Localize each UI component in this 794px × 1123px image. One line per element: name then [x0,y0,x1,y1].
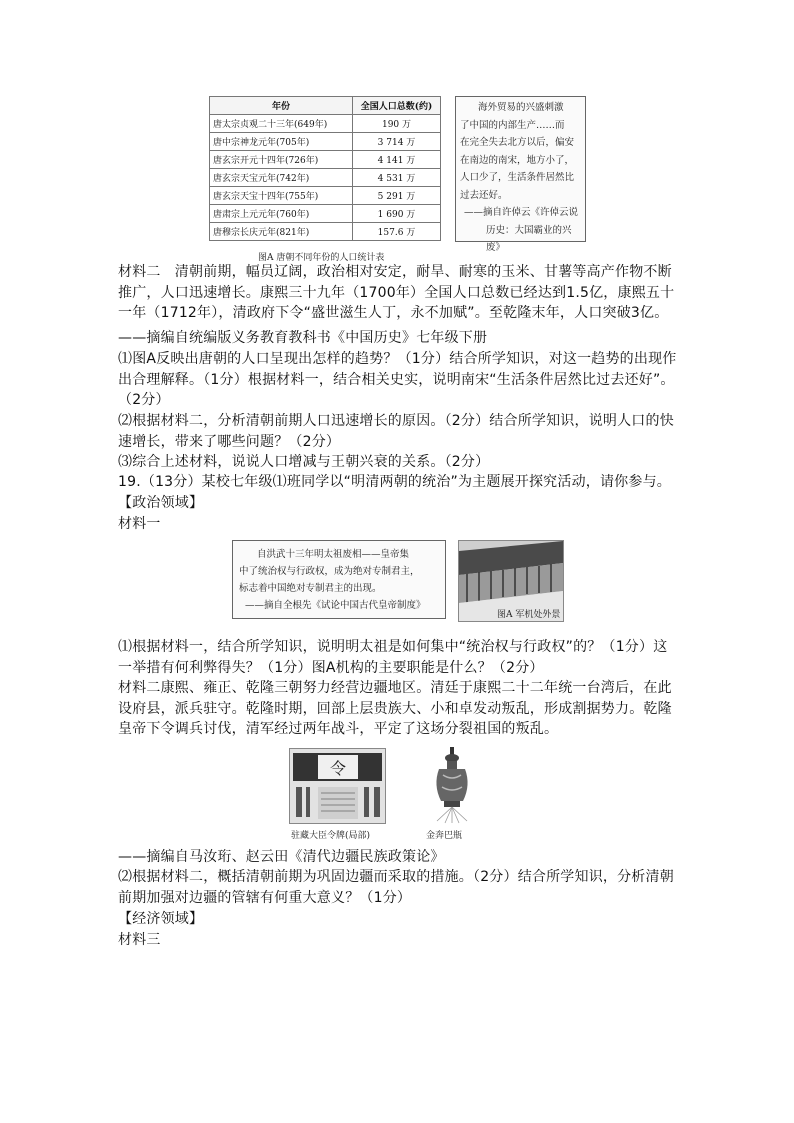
quote-line: 人口少了，生活条件居然比 [460,172,575,183]
table-cell: 1 690 万 [353,205,441,223]
question-18-1: ⑴图A反映出唐朝的人口呈现出怎样的趋势？（1分）结合所学知识，对这一趋势的出现作出合理解释。（1分）根据材料一，结合相关史实，说明南宋“生活条件居然比过去还好”。（2分） [118,351,677,408]
table-row [210,151,441,169]
table-cell: 4 531 万 [353,169,441,187]
grand-council-photo [458,540,564,622]
table-cell: 190 万 [353,115,441,133]
question-19-2: ⑵根据材料二，概括清朝前期为巩固边疆而采取的措施。（2分）结合所学知识，分析清朝前期加强对边疆的管辖有何重大意义？（1分） [118,869,674,906]
token-caption: 驻藏大臣令牌(局部) [291,831,371,841]
table-row [210,133,441,151]
question-18-3: ⑶综合上述材料，说说人口增减与王朝兴衰的关系。（2分） [118,454,490,470]
table-header: 全国人口总数(约) [353,97,441,115]
table-cell: 3 714 万 [353,133,441,151]
table-header: 年份 [210,97,353,115]
table-row [210,205,441,223]
table-row [210,223,441,241]
quote-source: ——摘自全根先《试论中国古代皇帝制度》 [245,600,426,611]
quote-source: 历史：大国霸业的兴废》 [486,224,572,253]
table-cell: 4 141 万 [353,151,441,169]
table-row [210,115,441,133]
q19-material2-text: 材料二康熙、雍正、乾隆三朝努力经营边疆地区。清廷于康熙二十二年统一台湾后，在此设府县，派兵驻守。乾隆时期，回部上层贵族大、小和卓发动叛乱，形成割据势力。乾隆皇帝下令调兵讨伐，清军经过两年战斗，平定了这场分裂祖国的叛乱。 [118,680,672,737]
quote-line: 过去还好。 [460,189,508,201]
section-political: 【政治领域】 [118,495,204,511]
quote-line: 海外贸易的兴盛刺激 [478,102,564,113]
photo-caption: 图A 军机处外景 [495,607,562,620]
golden-urn-drawing [429,745,475,825]
table-cell: 唐穆宗长庆元年(821年) [210,223,353,241]
table-cell: 157.6 万 [353,223,441,241]
urn-caption: 金奔巴瓶 [426,831,463,841]
table-cell: 唐中宗神龙元年(705年) [210,133,353,151]
quote-line: 标志着中国绝对专制君主的出现。 [239,583,382,594]
svg-text:令: 令 [329,759,347,778]
table-row [210,169,441,187]
table-cell: 唐玄宗开元十四年(726年) [210,151,353,169]
material3-label: 材料三 [118,932,161,948]
quote-box-xu-zhuoyun [455,96,586,253]
table-cell: 唐太宗贞观二十三年(649年) [210,115,353,133]
table-header-row [210,97,441,115]
token-drawing [290,749,385,823]
population-table [209,96,441,241]
question-19-1: ⑴根据材料一，结合所学知识，说明明太祖是如何集中“统治权与行政权”的？（1分）这一举措有何利弊得失？（1分）图A机构的主要职能是什么？（2分） [118,639,668,676]
table-cell: 唐肃宗上元元年(760年) [210,205,353,223]
quote-line: 自洪武十三年明太祖废相——皇帝集 [257,549,410,560]
tibet-minister-token-image [289,748,386,824]
question-19-intro: 19.（13分）某校七年级⑴班同学以“明清两朝的统治”为主题展开探究活动，请你参与。 [118,474,671,490]
table-cell: 唐玄宗天宝元年(742年) [210,169,353,187]
material2-text: 材料二 清朝前期，幅员辽阔，政治相对安定，耐旱、耐寒的玉米、甘薯等高产作物不断推广，人口迅速增长。康熙三十九年（1700年）全国人口总数已经达到1.5亿，康熙五十一年（1712年），清政府下令“盛世滋生人丁，永不加赋”。至乾隆末年，人口突破3亿。 [118,264,675,321]
material1-label: 材料一 [118,516,161,532]
table-cell: 5 291 万 [353,187,441,205]
quote-line: 中了统治权与行政权，成为绝对专制君主， [239,566,420,577]
q19-material2-source: ——摘编自马汝珩、赵云田《清代边疆民族政策论》 [118,849,445,865]
question-18-2: ⑵根据材料二，分析清朝前期人口迅速增长的原因。（2分）结合所学知识，说明人口的快速增长，带来了哪些问题？（2分） [118,413,674,450]
quote-box-quan-genxian [232,540,446,619]
table-row [210,187,441,205]
table-cell: 唐玄宗天宝十四年(755年) [210,187,353,205]
quote-line: 在完全失去北方以后，偏安 [460,137,575,148]
quote-line: 了中国的内部生产……而 [460,119,565,131]
quote-line: 在南边的南宋，地方小了， [460,154,575,166]
section-economic: 【经济领域】 [118,911,204,927]
material2-source: ——摘编自统编版义务教育教科书《中国历史》七年级下册 [118,330,488,346]
golden-urn-image [429,745,475,825]
table-caption: 图A 唐朝不同年份的人口统计表 [258,253,385,263]
quote-source: ——摘自许倬云《许倬云说 [464,207,579,218]
